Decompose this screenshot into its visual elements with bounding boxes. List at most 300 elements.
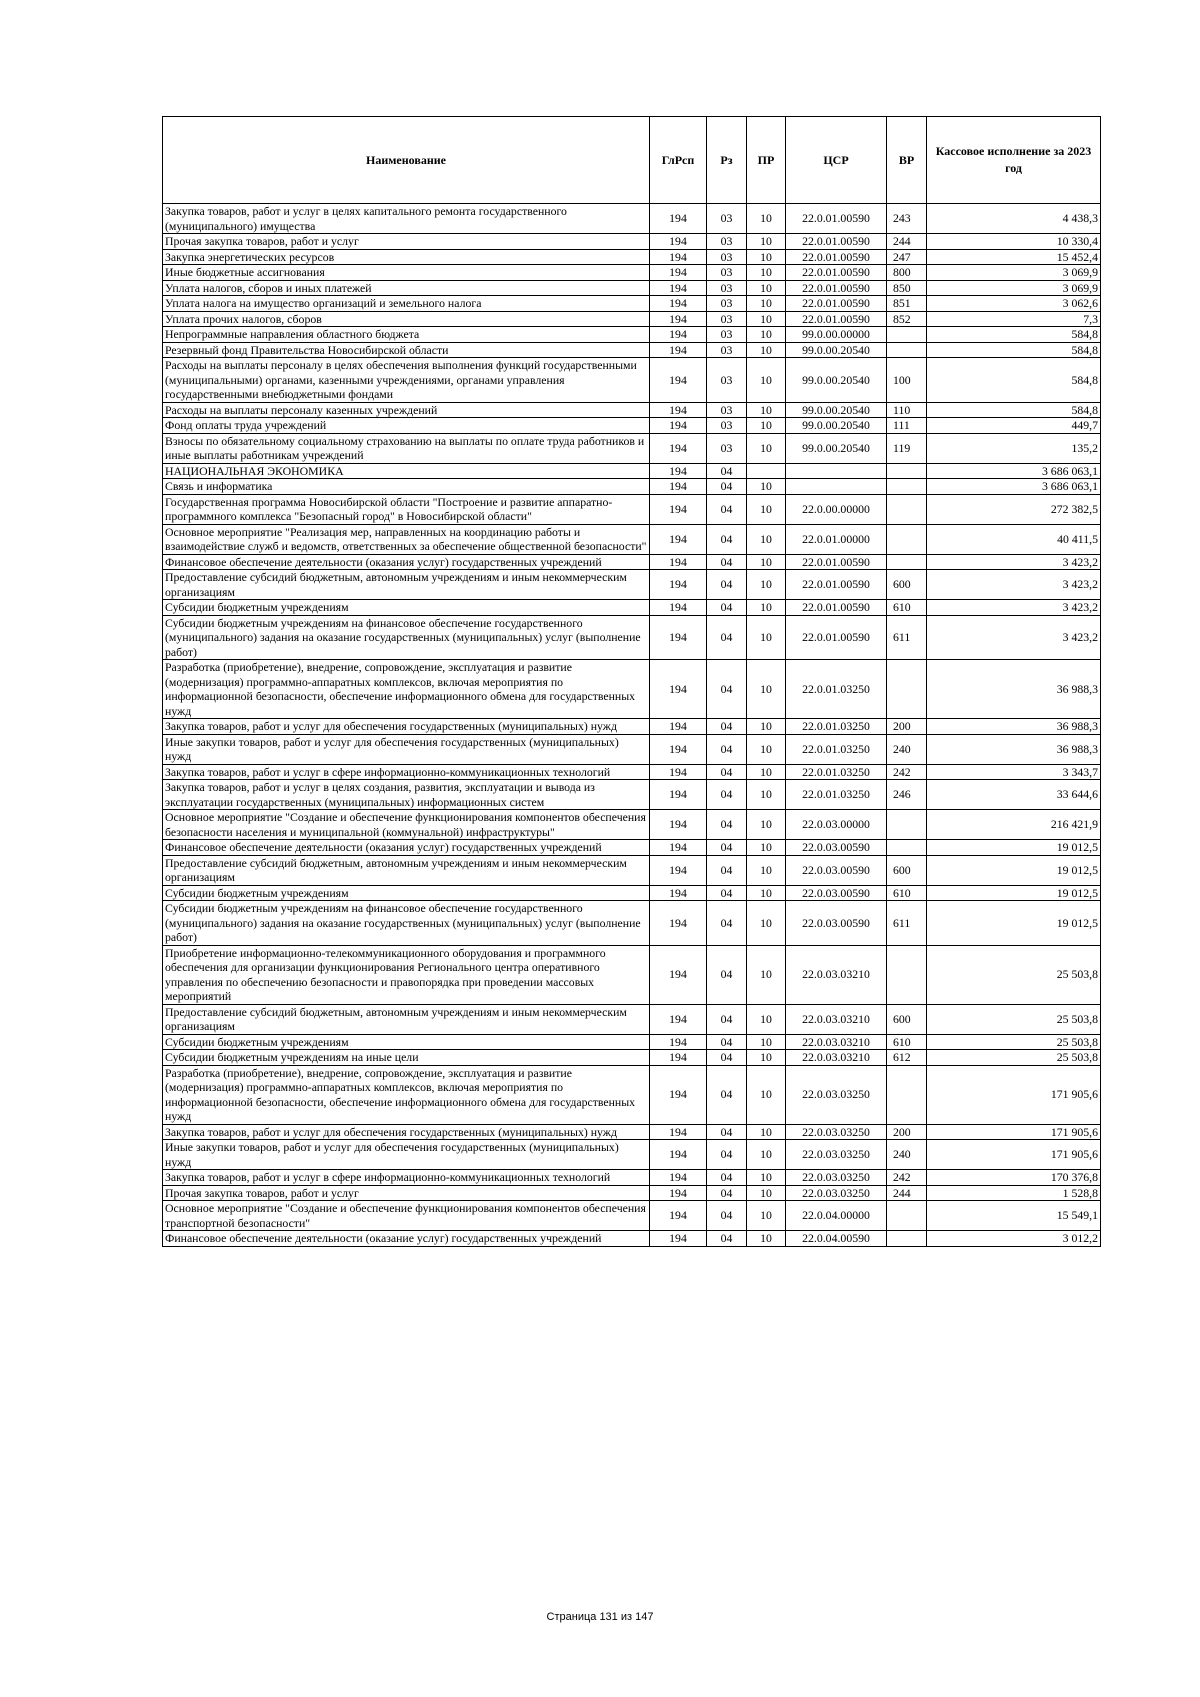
header-vr: ВР bbox=[887, 117, 927, 204]
row-csr: 99.0.00.20540 bbox=[786, 418, 887, 434]
row-name: Уплата налога на имущество организаций и земельного налога bbox=[163, 296, 650, 312]
row-csr: 22.0.00.00000 bbox=[786, 494, 887, 524]
table-row bbox=[163, 600, 1101, 616]
row-vr: 851 bbox=[887, 296, 927, 312]
row-rz: 04 bbox=[707, 1185, 747, 1201]
table-row bbox=[163, 615, 1101, 660]
row-csr: 99.0.00.20540 bbox=[786, 402, 887, 418]
row-csr: 22.0.03.03250 bbox=[786, 1140, 887, 1170]
row-csr: 22.0.01.00590 bbox=[786, 311, 887, 327]
row-name: Иные бюджетные ассигнования bbox=[163, 265, 650, 281]
row-glrsp: 194 bbox=[650, 1034, 707, 1050]
table-row bbox=[163, 1065, 1101, 1124]
row-csr: 22.0.01.03250 bbox=[786, 660, 887, 719]
row-glrsp: 194 bbox=[650, 249, 707, 265]
row-rz: 03 bbox=[707, 249, 747, 265]
row-amount: 10 330,4 bbox=[927, 234, 1101, 250]
row-vr: 800 bbox=[887, 265, 927, 281]
row-csr: 22.0.01.00590 bbox=[786, 265, 887, 281]
row-amount: 449,7 bbox=[927, 418, 1101, 434]
row-pr: 10 bbox=[747, 1201, 786, 1231]
row-glrsp: 194 bbox=[650, 734, 707, 764]
row-glrsp: 194 bbox=[650, 840, 707, 856]
row-pr: 10 bbox=[747, 1185, 786, 1201]
row-glrsp: 194 bbox=[650, 494, 707, 524]
row-rz: 04 bbox=[707, 1170, 747, 1186]
row-vr bbox=[887, 1201, 927, 1231]
row-amount: 584,8 bbox=[927, 358, 1101, 403]
row-glrsp: 194 bbox=[650, 524, 707, 554]
row-csr: 22.0.04.00000 bbox=[786, 1201, 887, 1231]
row-glrsp: 194 bbox=[650, 945, 707, 1004]
row-name: Приобретение информационно-телекоммуникационного оборудования и программного обеспечения для организации функционирования Регионального центра оперативного управления по обеспечению безопасности и правопорядка при проведении массовых мероприятий bbox=[163, 945, 650, 1004]
row-pr: 10 bbox=[747, 418, 786, 434]
row-amount: 19 012,5 bbox=[927, 840, 1101, 856]
row-amount: 135,2 bbox=[927, 433, 1101, 463]
table-row bbox=[163, 901, 1101, 946]
row-glrsp: 194 bbox=[650, 311, 707, 327]
table-row bbox=[163, 734, 1101, 764]
row-vr bbox=[887, 945, 927, 1004]
row-rz: 04 bbox=[707, 1231, 747, 1247]
row-rz: 04 bbox=[707, 1004, 747, 1034]
row-vr: 119 bbox=[887, 433, 927, 463]
row-vr bbox=[887, 479, 927, 495]
table-row bbox=[163, 234, 1101, 250]
row-pr: 10 bbox=[747, 280, 786, 296]
row-vr: 242 bbox=[887, 764, 927, 780]
table-row bbox=[163, 463, 1101, 479]
row-csr: 22.0.03.00590 bbox=[786, 840, 887, 856]
row-amount: 3 343,7 bbox=[927, 764, 1101, 780]
row-name: Уплата налогов, сборов и иных платежей bbox=[163, 280, 650, 296]
row-vr: 610 bbox=[887, 1034, 927, 1050]
row-vr: 612 bbox=[887, 1050, 927, 1066]
row-pr: 10 bbox=[747, 1065, 786, 1124]
row-pr: 10 bbox=[747, 358, 786, 403]
row-name: Взносы по обязательному социальному страхованию на выплаты по оплате труда работников и иные выплаты работникам учреждений bbox=[163, 433, 650, 463]
row-pr: 10 bbox=[747, 402, 786, 418]
row-rz: 03 bbox=[707, 280, 747, 296]
row-amount: 3 069,9 bbox=[927, 280, 1101, 296]
row-amount: 19 012,5 bbox=[927, 885, 1101, 901]
row-name: НАЦИОНАЛЬНАЯ ЭКОНОМИКА bbox=[163, 463, 650, 479]
row-vr bbox=[887, 342, 927, 358]
row-amount: 1 528,8 bbox=[927, 1185, 1101, 1201]
row-glrsp: 194 bbox=[650, 342, 707, 358]
row-rz: 04 bbox=[707, 1065, 747, 1124]
row-glrsp: 194 bbox=[650, 265, 707, 281]
header-glrsp: ГлРсп bbox=[650, 117, 707, 204]
row-rz: 03 bbox=[707, 358, 747, 403]
table-row bbox=[163, 433, 1101, 463]
row-amount: 19 012,5 bbox=[927, 855, 1101, 885]
row-amount: 171 905,6 bbox=[927, 1124, 1101, 1140]
row-glrsp: 194 bbox=[650, 1170, 707, 1186]
row-glrsp: 194 bbox=[650, 327, 707, 343]
row-vr: 244 bbox=[887, 234, 927, 250]
row-pr: 10 bbox=[747, 901, 786, 946]
row-glrsp: 194 bbox=[650, 600, 707, 616]
row-glrsp: 194 bbox=[650, 280, 707, 296]
table-row bbox=[163, 570, 1101, 600]
row-amount: 3 686 063,1 bbox=[927, 479, 1101, 495]
row-vr bbox=[887, 1231, 927, 1247]
row-pr: 10 bbox=[747, 570, 786, 600]
row-rz: 04 bbox=[707, 780, 747, 810]
row-amount: 584,8 bbox=[927, 342, 1101, 358]
row-vr bbox=[887, 1065, 927, 1124]
row-name: Основное мероприятие "Создание и обеспечение функционирования компонентов обеспечения безопасности населения и муниципальной (коммунальной) инфраструктуры" bbox=[163, 810, 650, 840]
table-row bbox=[163, 479, 1101, 495]
row-name: Иные закупки товаров, работ и услуг для обеспечения государственных (муниципальных) нужд bbox=[163, 734, 650, 764]
row-name: Резервный фонд Правительства Новосибирской области bbox=[163, 342, 650, 358]
row-name: Прочая закупка товаров, работ и услуг bbox=[163, 234, 650, 250]
row-amount: 25 503,8 bbox=[927, 945, 1101, 1004]
row-csr: 22.0.01.00590 bbox=[786, 249, 887, 265]
row-glrsp: 194 bbox=[650, 402, 707, 418]
row-amount: 3 062,6 bbox=[927, 296, 1101, 312]
row-name: Предоставление субсидий бюджетным, автономным учреждениям и иным некоммерческим организациям bbox=[163, 570, 650, 600]
row-vr bbox=[887, 463, 927, 479]
table-row bbox=[163, 296, 1101, 312]
row-rz: 04 bbox=[707, 840, 747, 856]
row-amount: 171 905,6 bbox=[927, 1140, 1101, 1170]
row-glrsp: 194 bbox=[650, 570, 707, 600]
row-rz: 04 bbox=[707, 1140, 747, 1170]
table-row bbox=[163, 764, 1101, 780]
row-name: Уплата прочих налогов, сборов bbox=[163, 311, 650, 327]
row-amount: 36 988,3 bbox=[927, 734, 1101, 764]
row-glrsp: 194 bbox=[650, 234, 707, 250]
row-vr: 611 bbox=[887, 901, 927, 946]
row-vr bbox=[887, 660, 927, 719]
row-name: Основное мероприятие "Создание и обеспечение функционирования компонентов обеспечения транспортной безопасности" bbox=[163, 1201, 650, 1231]
table-row bbox=[163, 358, 1101, 403]
row-amount: 3 012,2 bbox=[927, 1231, 1101, 1247]
row-pr: 10 bbox=[747, 810, 786, 840]
row-glrsp: 194 bbox=[650, 1140, 707, 1170]
row-pr: 10 bbox=[747, 249, 786, 265]
table-row bbox=[163, 1185, 1101, 1201]
row-pr: 10 bbox=[747, 524, 786, 554]
table-row bbox=[163, 494, 1101, 524]
row-pr: 10 bbox=[747, 764, 786, 780]
row-vr: 244 bbox=[887, 1185, 927, 1201]
row-amount: 171 905,6 bbox=[927, 1065, 1101, 1124]
row-glrsp: 194 bbox=[650, 1185, 707, 1201]
row-pr: 10 bbox=[747, 327, 786, 343]
table-row bbox=[163, 1034, 1101, 1050]
row-csr: 22.0.03.03250 bbox=[786, 1065, 887, 1124]
row-amount: 25 503,8 bbox=[927, 1004, 1101, 1034]
row-name: Разработка (приобретение), внедрение, сопровождение, эксплуатация и развитие (модернизация) программно-аппаратных комплексов, включая мероприятия по информационной безопасности, обеспечение информационного обмена для государственных нужд bbox=[163, 1065, 650, 1124]
row-glrsp: 194 bbox=[650, 358, 707, 403]
row-csr: 22.0.01.00590 bbox=[786, 615, 887, 660]
row-name: Непрограммные направления областного бюджета bbox=[163, 327, 650, 343]
row-glrsp: 194 bbox=[650, 418, 707, 434]
row-csr: 22.0.03.03210 bbox=[786, 1034, 887, 1050]
row-csr: 22.0.03.03210 bbox=[786, 1050, 887, 1066]
row-glrsp: 194 bbox=[650, 463, 707, 479]
row-pr: 10 bbox=[747, 660, 786, 719]
row-glrsp: 194 bbox=[650, 901, 707, 946]
row-amount: 25 503,8 bbox=[927, 1050, 1101, 1066]
row-rz: 03 bbox=[707, 342, 747, 358]
row-csr: 22.0.03.03250 bbox=[786, 1170, 887, 1186]
row-vr: 850 bbox=[887, 280, 927, 296]
row-pr: 10 bbox=[747, 615, 786, 660]
row-csr: 99.0.00.20540 bbox=[786, 342, 887, 358]
row-glrsp: 194 bbox=[650, 885, 707, 901]
row-name: Субсидии бюджетным учреждениям bbox=[163, 885, 650, 901]
row-name: Субсидии бюджетным учреждениям на финансовое обеспечение государственного (муниципального) задания на оказание государственных (муниципальных) услуг (выполнение работ) bbox=[163, 615, 650, 660]
row-rz: 04 bbox=[707, 901, 747, 946]
row-rz: 04 bbox=[707, 660, 747, 719]
row-csr: 22.0.01.00590 bbox=[786, 204, 887, 234]
row-csr: 22.0.03.00000 bbox=[786, 810, 887, 840]
table-row bbox=[163, 810, 1101, 840]
row-amount: 3 069,9 bbox=[927, 265, 1101, 281]
table-row bbox=[163, 265, 1101, 281]
row-pr: 10 bbox=[747, 945, 786, 1004]
row-pr: 10 bbox=[747, 554, 786, 570]
row-vr: 111 bbox=[887, 418, 927, 434]
row-name: Расходы на выплаты персоналу казенных учреждений bbox=[163, 402, 650, 418]
row-amount: 19 012,5 bbox=[927, 901, 1101, 946]
row-csr: 22.0.01.03250 bbox=[786, 780, 887, 810]
row-amount: 3 423,2 bbox=[927, 600, 1101, 616]
row-name: Субсидии бюджетным учреждениям на иные цели bbox=[163, 1050, 650, 1066]
row-rz: 04 bbox=[707, 570, 747, 600]
row-name: Субсидии бюджетным учреждениям на финансовое обеспечение государственного (муниципального) задания на оказание государственных (муниципальных) услуг (выполнение работ) bbox=[163, 901, 650, 946]
row-glrsp: 194 bbox=[650, 1050, 707, 1066]
table-row bbox=[163, 327, 1101, 343]
row-rz: 04 bbox=[707, 1201, 747, 1231]
row-rz: 03 bbox=[707, 311, 747, 327]
table-row bbox=[163, 885, 1101, 901]
row-rz: 03 bbox=[707, 265, 747, 281]
row-pr: 10 bbox=[747, 1050, 786, 1066]
table-row bbox=[163, 855, 1101, 885]
row-csr bbox=[786, 463, 887, 479]
row-glrsp: 194 bbox=[650, 764, 707, 780]
row-pr: 10 bbox=[747, 342, 786, 358]
row-pr: 10 bbox=[747, 855, 786, 885]
table-body bbox=[163, 204, 1101, 1247]
row-glrsp: 194 bbox=[650, 479, 707, 495]
row-rz: 03 bbox=[707, 296, 747, 312]
row-pr: 10 bbox=[747, 1231, 786, 1247]
row-vr: 600 bbox=[887, 1004, 927, 1034]
row-csr: 22.0.01.00000 bbox=[786, 524, 887, 554]
row-vr: 200 bbox=[887, 719, 927, 735]
row-name: Фонд оплаты труда учреждений bbox=[163, 418, 650, 434]
row-csr: 22.0.03.03210 bbox=[786, 945, 887, 1004]
row-rz: 04 bbox=[707, 479, 747, 495]
table-row bbox=[163, 945, 1101, 1004]
row-amount: 7,3 bbox=[927, 311, 1101, 327]
row-glrsp: 194 bbox=[650, 615, 707, 660]
row-vr bbox=[887, 554, 927, 570]
row-name: Разработка (приобретение), внедрение, сопровождение, эксплуатация и развитие (модернизация) программно-аппаратных комплексов, включая мероприятия по информационной безопасности, обеспечение информационного обмена для государственных нужд bbox=[163, 660, 650, 719]
row-name: Расходы на выплаты персоналу в целях обеспечения выполнения функций государственными (муниципальными) органами, казенными учреждениями, органами управления государственными внебюджетными фондами bbox=[163, 358, 650, 403]
row-pr: 10 bbox=[747, 234, 786, 250]
budget-table bbox=[162, 116, 1101, 1247]
row-rz: 04 bbox=[707, 463, 747, 479]
row-amount: 36 988,3 bbox=[927, 660, 1101, 719]
row-pr: 10 bbox=[747, 1170, 786, 1186]
row-rz: 04 bbox=[707, 855, 747, 885]
row-vr bbox=[887, 494, 927, 524]
table-row bbox=[163, 1170, 1101, 1186]
row-vr: 611 bbox=[887, 615, 927, 660]
row-rz: 04 bbox=[707, 600, 747, 616]
row-rz: 04 bbox=[707, 1034, 747, 1050]
table-row bbox=[163, 1124, 1101, 1140]
page-footer: Страница 131 из 147 bbox=[546, 1611, 654, 1623]
table-row bbox=[163, 1140, 1101, 1170]
row-rz: 04 bbox=[707, 1050, 747, 1066]
row-csr: 22.0.01.03250 bbox=[786, 734, 887, 764]
row-rz: 04 bbox=[707, 810, 747, 840]
row-csr bbox=[786, 479, 887, 495]
row-name: Государственная программа Новосибирской области "Построение и развитие аппаратно-программного комплекса "Безопасный город" в Новосибирской области" bbox=[163, 494, 650, 524]
row-name: Связь и информатика bbox=[163, 479, 650, 495]
row-vr bbox=[887, 524, 927, 554]
row-csr: 22.0.03.03250 bbox=[786, 1124, 887, 1140]
row-amount: 216 421,9 bbox=[927, 810, 1101, 840]
row-pr: 10 bbox=[747, 296, 786, 312]
row-csr: 99.0.00.20540 bbox=[786, 433, 887, 463]
row-csr: 22.0.03.00590 bbox=[786, 855, 887, 885]
header-name: Наименование bbox=[163, 117, 650, 204]
row-name: Прочая закупка товаров, работ и услуг bbox=[163, 1185, 650, 1201]
header-csr: ЦСР bbox=[786, 117, 887, 204]
row-name: Финансовое обеспечение деятельности (оказания услуг) государственных учреждений bbox=[163, 840, 650, 856]
row-glrsp: 194 bbox=[650, 554, 707, 570]
row-glrsp: 194 bbox=[650, 810, 707, 840]
row-pr: 10 bbox=[747, 1124, 786, 1140]
row-glrsp: 194 bbox=[650, 204, 707, 234]
row-vr bbox=[887, 327, 927, 343]
row-csr: 22.0.01.03250 bbox=[786, 719, 887, 735]
row-pr: 10 bbox=[747, 780, 786, 810]
row-rz: 04 bbox=[707, 719, 747, 735]
table-row bbox=[163, 249, 1101, 265]
row-name: Финансовое обеспечение деятельности (оказание услуг) государственных учреждений bbox=[163, 1231, 650, 1247]
table-row bbox=[163, 524, 1101, 554]
row-csr: 22.0.01.00590 bbox=[786, 280, 887, 296]
table-row bbox=[163, 554, 1101, 570]
row-glrsp: 194 bbox=[650, 433, 707, 463]
row-glrsp: 194 bbox=[650, 1065, 707, 1124]
row-pr: 10 bbox=[747, 840, 786, 856]
table-row bbox=[163, 402, 1101, 418]
table-row bbox=[163, 1004, 1101, 1034]
row-name: Финансовое обеспечение деятельности (оказания услуг) государственных учреждений bbox=[163, 554, 650, 570]
row-name: Закупка товаров, работ и услуг в сфере информационно-коммуникационных технологий bbox=[163, 764, 650, 780]
table-row bbox=[163, 840, 1101, 856]
row-csr: 22.0.03.00590 bbox=[786, 885, 887, 901]
row-vr: 240 bbox=[887, 734, 927, 764]
row-pr: 10 bbox=[747, 433, 786, 463]
row-amount: 25 503,8 bbox=[927, 1034, 1101, 1050]
row-csr: 22.0.01.00590 bbox=[786, 296, 887, 312]
row-pr: 10 bbox=[747, 265, 786, 281]
table-row bbox=[163, 780, 1101, 810]
row-rz: 04 bbox=[707, 1124, 747, 1140]
row-csr: 99.0.00.20540 bbox=[786, 358, 887, 403]
row-vr: 610 bbox=[887, 600, 927, 616]
row-name: Закупка товаров, работ и услуг в целях создания, развития, эксплуатации и вывода из эксплуатации государственных (муниципальных) информационных систем bbox=[163, 780, 650, 810]
row-vr: 600 bbox=[887, 855, 927, 885]
row-rz: 03 bbox=[707, 204, 747, 234]
row-rz: 03 bbox=[707, 402, 747, 418]
row-glrsp: 194 bbox=[650, 1231, 707, 1247]
table-row bbox=[163, 1050, 1101, 1066]
row-pr: 10 bbox=[747, 1034, 786, 1050]
row-name: Предоставление субсидий бюджетным, автономным учреждениям и иным некоммерческим организациям bbox=[163, 1004, 650, 1034]
row-rz: 04 bbox=[707, 764, 747, 780]
row-name: Закупка энергетических ресурсов bbox=[163, 249, 650, 265]
row-glrsp: 194 bbox=[650, 296, 707, 312]
table-row bbox=[163, 418, 1101, 434]
row-name: Закупка товаров, работ и услуг в сфере информационно-коммуникационных технологий bbox=[163, 1170, 650, 1186]
row-vr bbox=[887, 810, 927, 840]
row-pr: 10 bbox=[747, 719, 786, 735]
row-amount: 3 423,2 bbox=[927, 554, 1101, 570]
table-row bbox=[163, 280, 1101, 296]
row-amount: 15 452,4 bbox=[927, 249, 1101, 265]
row-csr: 22.0.03.00590 bbox=[786, 901, 887, 946]
row-vr: 852 bbox=[887, 311, 927, 327]
row-name: Закупка товаров, работ и услуг для обеспечения государственных (муниципальных) нужд bbox=[163, 1124, 650, 1140]
row-glrsp: 194 bbox=[650, 719, 707, 735]
table-row bbox=[163, 719, 1101, 735]
row-csr: 22.0.03.03250 bbox=[786, 1185, 887, 1201]
row-amount: 3 686 063,1 bbox=[927, 463, 1101, 479]
row-rz: 03 bbox=[707, 418, 747, 434]
row-glrsp: 194 bbox=[650, 1201, 707, 1231]
row-pr: 10 bbox=[747, 204, 786, 234]
row-rz: 04 bbox=[707, 494, 747, 524]
row-csr: 22.0.01.00590 bbox=[786, 234, 887, 250]
row-pr: 10 bbox=[747, 885, 786, 901]
row-amount: 4 438,3 bbox=[927, 204, 1101, 234]
row-amount: 584,8 bbox=[927, 327, 1101, 343]
row-rz: 03 bbox=[707, 234, 747, 250]
row-rz: 04 bbox=[707, 885, 747, 901]
row-vr: 600 bbox=[887, 570, 927, 600]
row-csr: 22.0.04.00590 bbox=[786, 1231, 887, 1247]
row-name: Закупка товаров, работ и услуг для обеспечения государственных (муниципальных) нужд bbox=[163, 719, 650, 735]
table-row bbox=[163, 342, 1101, 358]
row-rz: 04 bbox=[707, 524, 747, 554]
row-name: Иные закупки товаров, работ и услуг для обеспечения государственных (муниципальных) нужд bbox=[163, 1140, 650, 1170]
row-vr: 247 bbox=[887, 249, 927, 265]
row-pr: 10 bbox=[747, 734, 786, 764]
row-glrsp: 194 bbox=[650, 1124, 707, 1140]
row-name: Субсидии бюджетным учреждениям bbox=[163, 1034, 650, 1050]
row-amount: 40 411,5 bbox=[927, 524, 1101, 554]
row-vr: 100 bbox=[887, 358, 927, 403]
row-amount: 584,8 bbox=[927, 402, 1101, 418]
row-pr: 10 bbox=[747, 494, 786, 524]
row-csr: 22.0.01.00590 bbox=[786, 554, 887, 570]
row-vr: 200 bbox=[887, 1124, 927, 1140]
row-pr: 10 bbox=[747, 311, 786, 327]
